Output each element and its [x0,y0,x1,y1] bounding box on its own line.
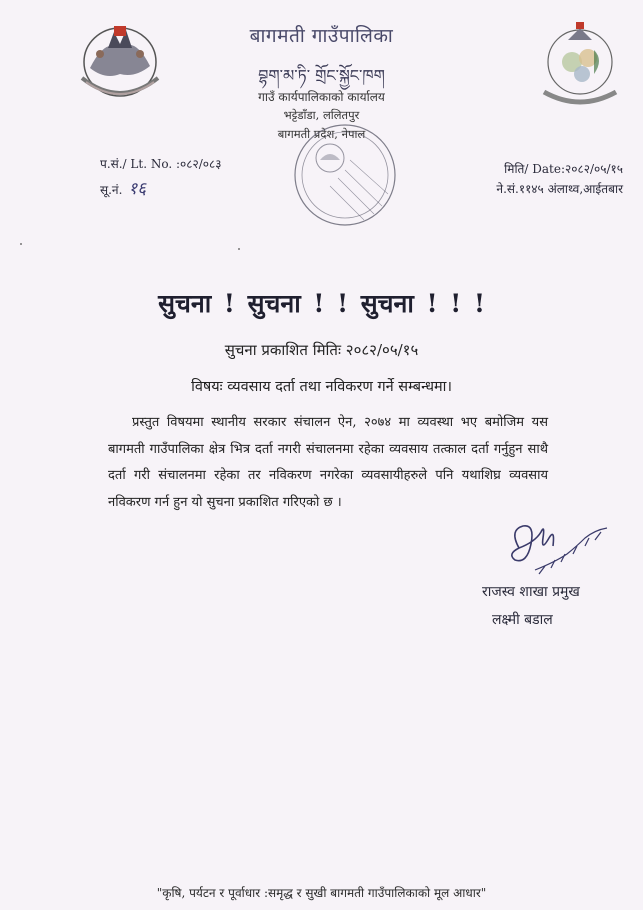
handwritten-signature [505,508,615,592]
footer-motto: "कृषि, पर्यटन र पूर्वाधार :समृद्ध र सुखी बागमती गाउँपालिकाको मूल आधार" [156,886,487,900]
notice-body: प्रस्तुत विषयमा स्थानीय सरकार संचालन ऐन, २०७४ मा व्यवस्था भए बमोजिम यस बागमती गाउँपालिका क्षेत्र भित्र दर्ता नगरी संचालनमा रहेका व्यवसाय तत्काल दर्ता गर्नुहुन साथै दर्ता गरी संचालनमा रहेका तर नविकरण नगरेका व्यवसायीहरुले पनि यथाशिघ्र व्यवसाय नविकरण गर्न हुन यो सुचना प्रकाशित गरिएको छ । [108,415,548,510]
nepal-samvat-date: ने.सं.११४५ अंलाथ्व,आईतबार [496,182,623,196]
serial-number [100,176,146,199]
office-stamp [290,120,400,234]
letter-date: मिति/ Date:२०८२/०५/१५ [504,162,623,176]
office-name: गाउँ कार्यपालिकाको कार्यालय [258,90,385,104]
signatory-name: लक्ष्मी बडाल [492,612,553,628]
notice-heading: सुचना ! सुचना ! ! सुचना ! ! ! [158,289,485,318]
address-line-1: भट्टेडाँडा, ललितपुर [283,108,360,122]
serial-label: सू.नं. [100,183,123,197]
letter-number: प.सं./ Lt. No. :०८२/०८३ [100,157,222,171]
signatory-title: राजस्व शाखा प्रमुख [482,584,580,600]
serial-value: १६ [128,179,147,199]
notice-subject: विषयः व्यवसाय दर्ता तथा नविकरण गर्ने सम्बन्धमा। [191,379,452,395]
address-line-2: बागमती प्रदेश, नेपाल [277,127,366,141]
organization-name: बागमती गाउँपालिका [249,25,394,47]
organization-name-tibetan: བྷག་མ་ཏི་ གྲོང་སྐྱོང་ཁག [258,66,385,85]
published-date: सुचना प्रकाशित मितिः २०८२/०५/१५ [224,341,419,359]
scan-speck [238,248,240,250]
scan-speck [20,243,22,245]
